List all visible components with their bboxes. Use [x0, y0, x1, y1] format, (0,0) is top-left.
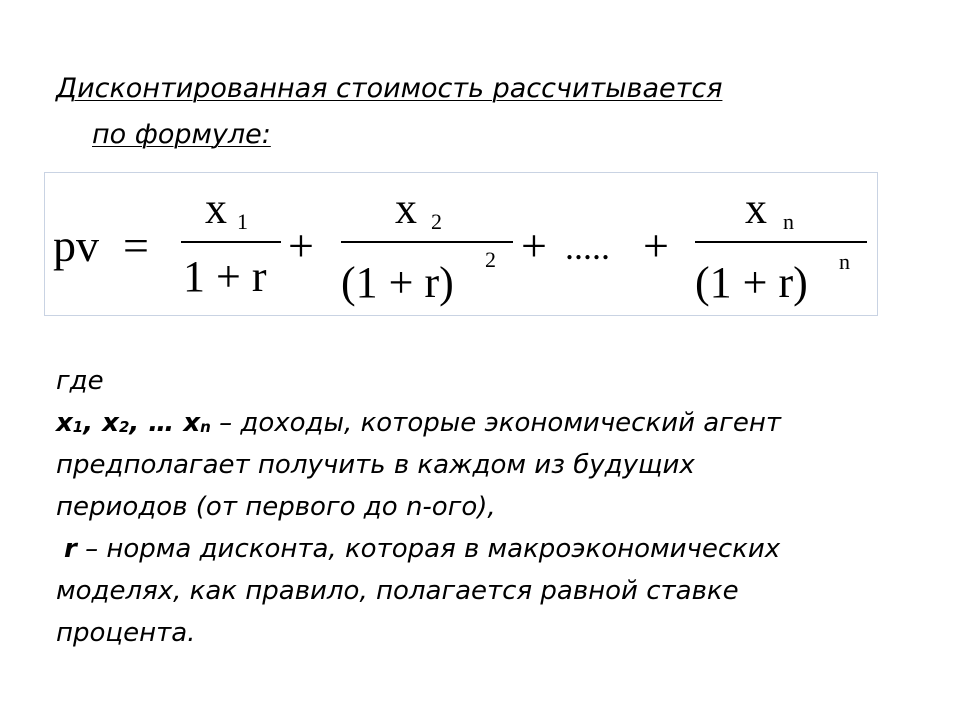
x-desc-1: – доходы, которые экономический агент [210, 408, 781, 438]
heading-line-2: по формуле: [92, 119, 271, 150]
termn-denominator-exp: n [839, 249, 850, 274]
term2-numerator-sub: 2 [431, 209, 442, 234]
heading-line-1: Дисконтированная стоимость рассчитывается [56, 73, 723, 104]
present-value-formula [45, 173, 879, 317]
termn-numerator-sub: n [783, 209, 794, 234]
x2-var: $x_2$ [102, 408, 130, 438]
r-definition [56, 528, 936, 570]
r-desc-1: – норма дисконта, которая в макроэкономических [76, 534, 781, 564]
term1-denominator: 1 + r [183, 252, 267, 301]
term1-numerator-var: x [205, 184, 227, 233]
x-sep-1: , [83, 408, 103, 438]
r-desc-3: процента. [56, 618, 196, 648]
x-sep-2: , … [129, 408, 184, 438]
formula-equals: = [123, 220, 149, 271]
term2-numerator-var: x [395, 184, 417, 233]
x-desc-3: периодов (от первого до n-ого), [56, 492, 496, 522]
x-desc-2: предполагает получить в каждом из будущих [56, 450, 695, 480]
term2-denominator-exp: 2 [485, 247, 496, 272]
r-desc-2: моделях, как правило, полагается равной ставке [56, 576, 739, 606]
explanation [56, 360, 936, 654]
x1-var: $x_1$ [56, 408, 84, 438]
plus-3: + [643, 220, 669, 271]
termn-numerator-var: x [745, 184, 767, 233]
term2-denominator: (1 + r) [341, 258, 454, 307]
formula-box [44, 172, 878, 316]
termn-denominator: (1 + r) [695, 258, 808, 307]
formula-lhs: pv [53, 220, 99, 271]
r-var: r [64, 534, 77, 564]
where-label: где [56, 366, 104, 396]
x-definition [56, 402, 936, 444]
xn-var: $x_n$ [183, 408, 211, 438]
formula-ellipsis: ..... [565, 227, 610, 267]
term1-numerator-sub: 1 [237, 209, 248, 234]
slide-heading [56, 66, 916, 158]
plus-2: + [521, 220, 547, 271]
plus-1: + [288, 220, 314, 271]
